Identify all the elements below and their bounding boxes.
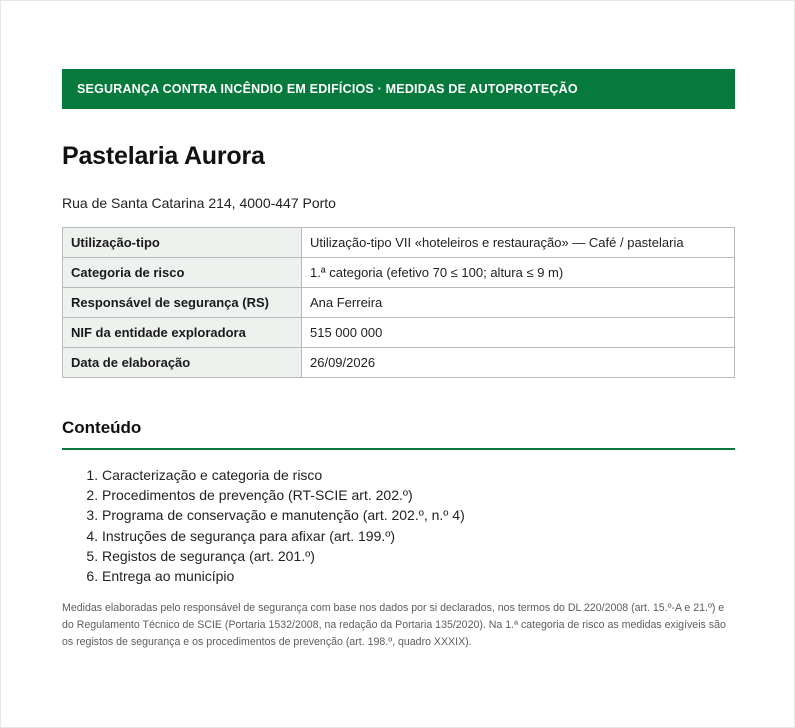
- row-value: Utilização-tipo VII «hoteleiros e restauração» — Café / pastelaria: [302, 228, 735, 258]
- row-value: Ana Ferreira: [302, 288, 735, 318]
- row-label: Utilização-tipo: [63, 228, 302, 258]
- contents-list: [62, 465, 465, 586]
- table-row: [63, 348, 735, 378]
- row-value: 1.ª categoria (efetivo 70 ≤ 100; altura ≤ 9 m): [302, 258, 735, 288]
- banner-text: SEGURANÇA CONTRA INCÊNDIO EM EDIFÍCIOS · MEDIDAS DE AUTOPROTEÇÃO: [77, 82, 578, 96]
- row-label: NIF da entidade exploradora: [63, 318, 302, 348]
- table-row: [63, 258, 735, 288]
- list-item: 3. Programa de conservação e manutenção (art. 202.º, n.º 4): [102, 505, 465, 525]
- table-row: [63, 228, 735, 258]
- list-item: 5. Registos de segurança (art. 201.º): [102, 546, 465, 566]
- section-divider: [62, 448, 735, 450]
- row-value: 26/09/2026: [302, 348, 735, 378]
- list-item: 1. Caracterização e categoria de risco: [102, 465, 465, 485]
- row-label: Categoria de risco: [63, 258, 302, 288]
- table-row: [63, 288, 735, 318]
- row-value: 515 000 000: [302, 318, 735, 348]
- contents-heading: Conteúdo: [62, 418, 142, 437]
- page-title: Pastelaria Aurora: [62, 142, 265, 170]
- row-label: Responsável de segurança (RS): [63, 288, 302, 318]
- header-banner: [62, 69, 735, 109]
- row-label: Data de elaboração: [63, 348, 302, 378]
- establishment-address: Rua de Santa Catarina 214, 4000-447 Porto: [62, 195, 336, 211]
- table-row: [63, 318, 735, 348]
- legal-note: Medidas elaboradas pelo responsável de segurança com base nos dados por si declarados, nos termos do DL 220/2008 (art. 15.º-A e 21.º) e do Regulamento Técnico de SCIE (Portaria 1532/2008, na redação da Portaria 135/2020). Na 1.ª categoria de risco as medidas exigíveis são os registos de segurança e os procedimentos de prevenção (art. 198.º, quadro XXXIX).: [62, 602, 726, 648]
- list-item: 4. Instruções de segurança para afixar (art. 199.º): [102, 526, 465, 546]
- list-item: 6. Entrega ao município: [102, 566, 465, 586]
- list-item: 2. Procedimentos de prevenção (RT-SCIE art. 202.º): [102, 485, 465, 505]
- info-table: [62, 227, 735, 378]
